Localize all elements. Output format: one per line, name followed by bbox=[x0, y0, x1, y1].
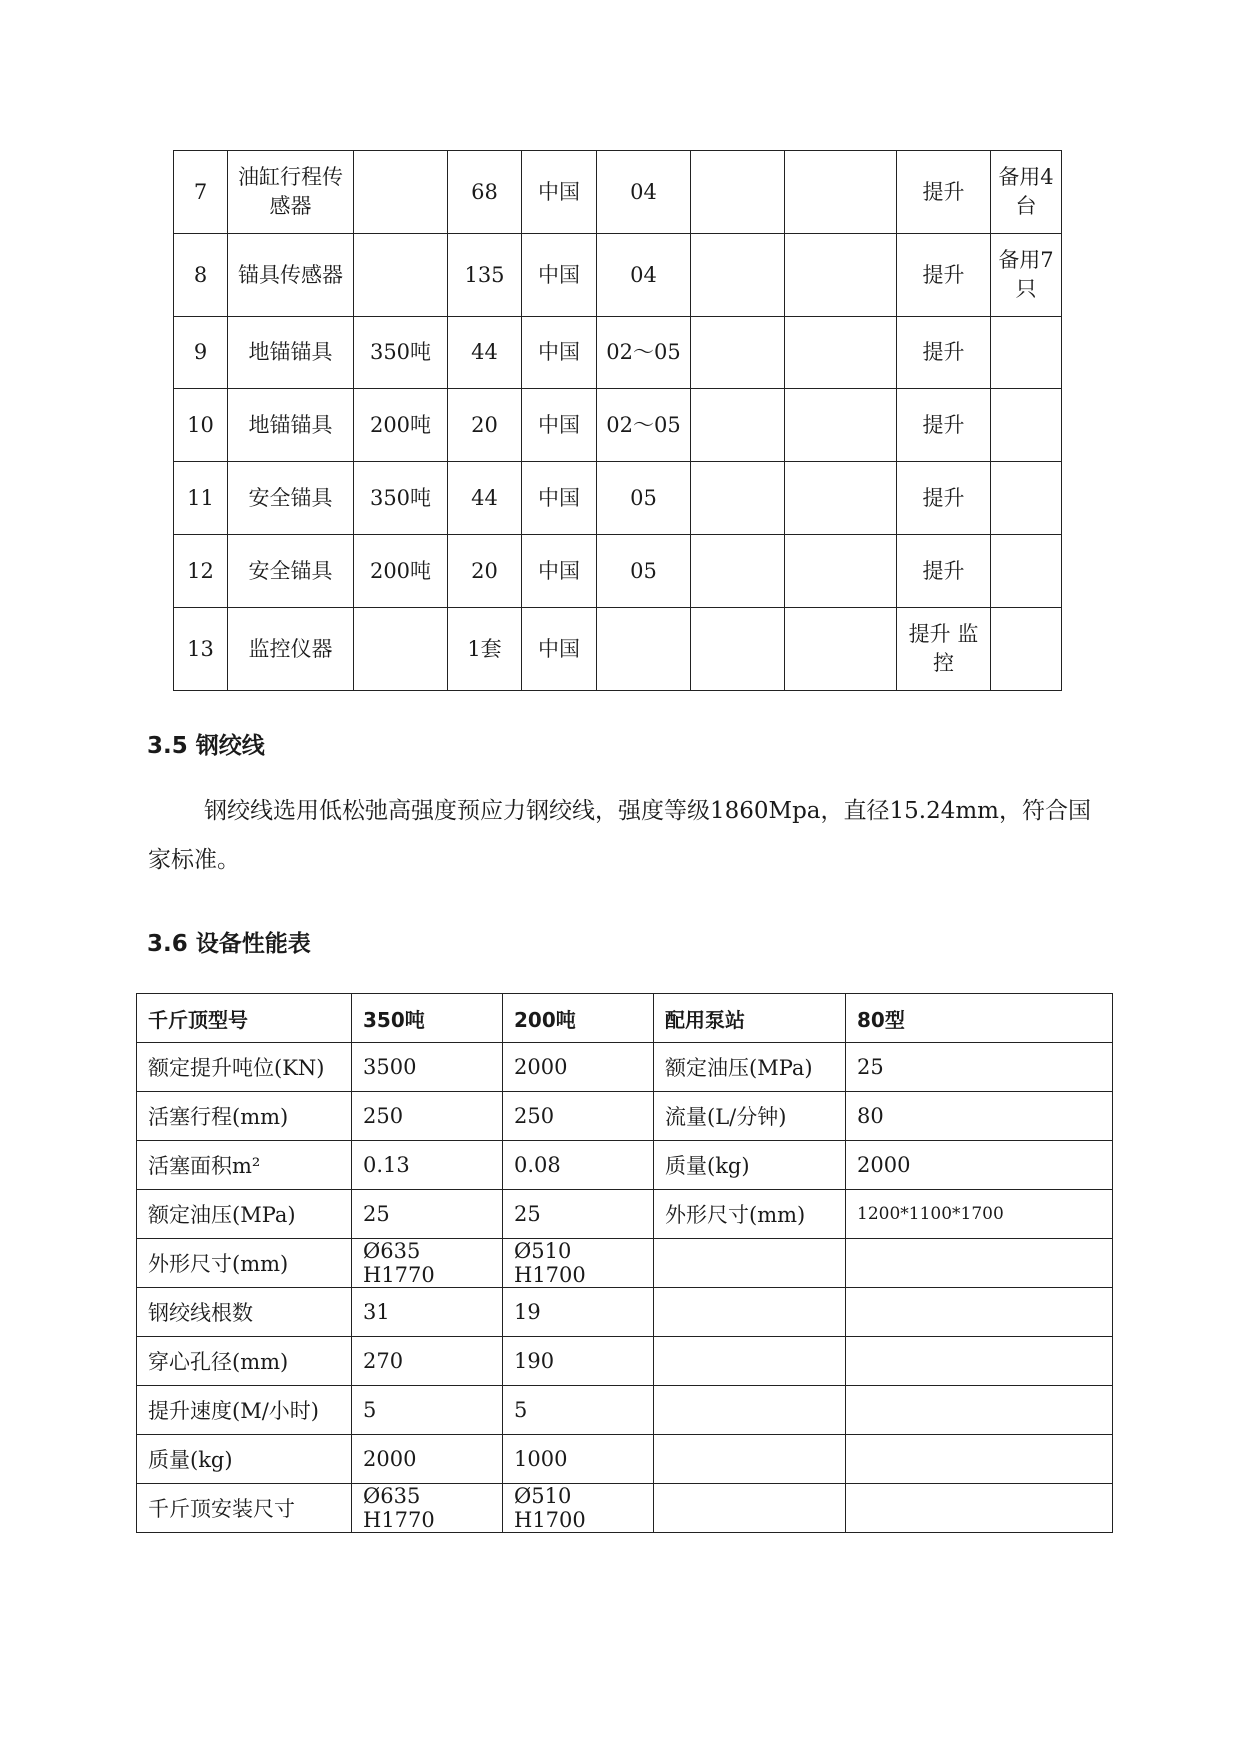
performance-cell: 活塞面积m² bbox=[137, 1141, 352, 1190]
equipment-cell-spec: 200吨 bbox=[354, 389, 448, 462]
performance-cell: 190 bbox=[503, 1337, 654, 1386]
performance-cell: 250 bbox=[503, 1092, 654, 1141]
performance-cell bbox=[846, 1239, 1113, 1288]
equipment-cell-spec bbox=[354, 151, 448, 234]
equipment-cell-no: 8 bbox=[174, 234, 228, 317]
equipment-cell-qty: 20 bbox=[448, 389, 522, 462]
equipment-cell-date: 05 bbox=[597, 462, 691, 535]
equipment-cell-c8 bbox=[785, 389, 897, 462]
performance-cell: 350吨 bbox=[352, 994, 503, 1043]
performance-cell bbox=[846, 1435, 1113, 1484]
performance-row bbox=[137, 1484, 1113, 1533]
equipment-cell-c7 bbox=[691, 535, 785, 608]
equipment-cell-use: 提升 bbox=[897, 462, 991, 535]
equipment-cell-use: 提升 bbox=[897, 389, 991, 462]
performance-cell: 25 bbox=[846, 1043, 1113, 1092]
performance-cell bbox=[654, 1239, 846, 1288]
performance-cell: 0.08 bbox=[503, 1141, 654, 1190]
equipment-cell-name: 地锚锚具 bbox=[228, 389, 354, 462]
performance-cell: 2000 bbox=[352, 1435, 503, 1484]
performance-cell: 提升速度(M/小时) bbox=[137, 1386, 352, 1435]
equipment-table bbox=[173, 150, 1062, 691]
equipment-cell-spec: 200吨 bbox=[354, 535, 448, 608]
performance-cell: 1200*1100*1700 bbox=[846, 1190, 1113, 1239]
performance-cell: 80型 bbox=[846, 994, 1113, 1043]
equipment-cell-origin: 中国 bbox=[522, 234, 597, 317]
equipment-cell-date: 02～05 bbox=[597, 317, 691, 389]
performance-cell: 额定油压(MPa) bbox=[137, 1190, 352, 1239]
equipment-cell-origin: 中国 bbox=[522, 317, 597, 389]
performance-cell: Ø510 H1700 bbox=[503, 1239, 654, 1288]
performance-cell: 千斤顶安装尺寸 bbox=[137, 1484, 352, 1533]
equipment-cell-date: 05 bbox=[597, 535, 691, 608]
equipment-cell-name: 锚具传感器 bbox=[228, 234, 354, 317]
equipment-row bbox=[174, 462, 1062, 535]
performance-cell: 配用泵站 bbox=[654, 994, 846, 1043]
performance-cell bbox=[654, 1386, 846, 1435]
equipment-cell-name: 油缸行程传感器 bbox=[228, 151, 354, 234]
section-3-6-heading: 3.6 设备性能表 bbox=[147, 931, 311, 957]
performance-row bbox=[137, 1190, 1113, 1239]
performance-cell: 外形尺寸(mm) bbox=[654, 1190, 846, 1239]
performance-cell: Ø510 H1700 bbox=[503, 1484, 654, 1533]
equipment-cell-date: 04 bbox=[597, 151, 691, 234]
performance-cell bbox=[654, 1337, 846, 1386]
equipment-cell-no: 10 bbox=[174, 389, 228, 462]
equipment-cell-c7 bbox=[691, 608, 785, 691]
equipment-cell-note bbox=[991, 608, 1062, 691]
performance-cell: 流量(L/分钟) bbox=[654, 1092, 846, 1141]
equipment-cell-c8 bbox=[785, 317, 897, 389]
equipment-cell-name: 监控仪器 bbox=[228, 608, 354, 691]
equipment-cell-c7 bbox=[691, 317, 785, 389]
equipment-cell-no: 12 bbox=[174, 535, 228, 608]
performance-table bbox=[136, 993, 1113, 1533]
equipment-cell-origin: 中国 bbox=[522, 151, 597, 234]
performance-header-row bbox=[137, 994, 1113, 1043]
performance-cell: 2000 bbox=[846, 1141, 1113, 1190]
equipment-cell-c8 bbox=[785, 151, 897, 234]
equipment-cell-use: 提升 bbox=[897, 234, 991, 317]
equipment-cell-spec: 350吨 bbox=[354, 317, 448, 389]
performance-cell: 5 bbox=[503, 1386, 654, 1435]
performance-cell: 质量(kg) bbox=[654, 1141, 846, 1190]
performance-cell: 额定油压(MPa) bbox=[654, 1043, 846, 1092]
equipment-cell-qty: 1套 bbox=[448, 608, 522, 691]
performance-cell: 额定提升吨位(KN) bbox=[137, 1043, 352, 1092]
performance-cell bbox=[846, 1386, 1113, 1435]
performance-cell: Ø635 H1770 bbox=[352, 1484, 503, 1533]
performance-cell: 25 bbox=[352, 1190, 503, 1239]
equipment-cell-origin: 中国 bbox=[522, 389, 597, 462]
performance-cell: 200吨 bbox=[503, 994, 654, 1043]
equipment-cell-origin: 中国 bbox=[522, 608, 597, 691]
section-3-5-heading: 3.5 钢绞线 bbox=[147, 733, 265, 759]
equipment-cell-no: 11 bbox=[174, 462, 228, 535]
performance-row bbox=[137, 1386, 1113, 1435]
equipment-cell-c7 bbox=[691, 462, 785, 535]
equipment-cell-c8 bbox=[785, 462, 897, 535]
performance-row bbox=[137, 1435, 1113, 1484]
performance-cell bbox=[846, 1484, 1113, 1533]
performance-row bbox=[137, 1288, 1113, 1337]
performance-cell: 穿心孔径(mm) bbox=[137, 1337, 352, 1386]
performance-cell: 31 bbox=[352, 1288, 503, 1337]
equipment-cell-note: 备用7只 bbox=[991, 234, 1062, 317]
performance-cell: Ø635 H1770 bbox=[352, 1239, 503, 1288]
equipment-row bbox=[174, 389, 1062, 462]
equipment-cell-origin: 中国 bbox=[522, 462, 597, 535]
equipment-row bbox=[174, 234, 1062, 317]
performance-cell: 质量(kg) bbox=[137, 1435, 352, 1484]
equipment-cell-name: 安全锚具 bbox=[228, 462, 354, 535]
performance-row bbox=[137, 1043, 1113, 1092]
performance-cell: 钢绞线根数 bbox=[137, 1288, 352, 1337]
performance-cell: 0.13 bbox=[352, 1141, 503, 1190]
performance-cell bbox=[654, 1484, 846, 1533]
equipment-cell-c8 bbox=[785, 608, 897, 691]
equipment-row bbox=[174, 608, 1062, 691]
performance-cell: 5 bbox=[352, 1386, 503, 1435]
performance-cell: 25 bbox=[503, 1190, 654, 1239]
equipment-cell-no: 7 bbox=[174, 151, 228, 234]
equipment-cell-name: 安全锚具 bbox=[228, 535, 354, 608]
equipment-cell-qty: 68 bbox=[448, 151, 522, 234]
performance-cell: 270 bbox=[352, 1337, 503, 1386]
performance-row bbox=[137, 1337, 1113, 1386]
performance-cell: 2000 bbox=[503, 1043, 654, 1092]
equipment-cell-origin: 中国 bbox=[522, 535, 597, 608]
equipment-row bbox=[174, 535, 1062, 608]
performance-table-body bbox=[137, 994, 1113, 1533]
performance-cell bbox=[846, 1337, 1113, 1386]
equipment-cell-qty: 135 bbox=[448, 234, 522, 317]
equipment-cell-note: 备用4台 bbox=[991, 151, 1062, 234]
performance-row bbox=[137, 1092, 1113, 1141]
equipment-cell-note bbox=[991, 317, 1062, 389]
performance-cell: 250 bbox=[352, 1092, 503, 1141]
performance-cell: 80 bbox=[846, 1092, 1113, 1141]
performance-cell bbox=[654, 1288, 846, 1337]
equipment-cell-qty: 44 bbox=[448, 317, 522, 389]
performance-cell: 3500 bbox=[352, 1043, 503, 1092]
equipment-cell-spec bbox=[354, 234, 448, 317]
equipment-cell-spec bbox=[354, 608, 448, 691]
performance-cell: 19 bbox=[503, 1288, 654, 1337]
equipment-cell-c7 bbox=[691, 389, 785, 462]
equipment-cell-c8 bbox=[785, 535, 897, 608]
equipment-cell-note bbox=[991, 462, 1062, 535]
equipment-cell-date bbox=[597, 608, 691, 691]
section-3-5-paragraph: 钢绞线选用低松弛高强度预应力钢绞线，强度等级1860Mpa，直径15.24mm，符合国家标准。 bbox=[148, 798, 1091, 873]
equipment-row bbox=[174, 317, 1062, 389]
equipment-cell-spec: 350吨 bbox=[354, 462, 448, 535]
performance-cell: 千斤顶型号 bbox=[137, 994, 352, 1043]
equipment-cell-date: 02～05 bbox=[597, 389, 691, 462]
equipment-cell-use: 提升 bbox=[897, 151, 991, 234]
equipment-cell-name: 地锚锚具 bbox=[228, 317, 354, 389]
performance-cell bbox=[654, 1435, 846, 1484]
equipment-cell-c7 bbox=[691, 234, 785, 317]
performance-cell: 外形尺寸(mm) bbox=[137, 1239, 352, 1288]
equipment-cell-qty: 20 bbox=[448, 535, 522, 608]
equipment-cell-use: 提升 监控 bbox=[897, 608, 991, 691]
equipment-cell-c8 bbox=[785, 234, 897, 317]
equipment-cell-c7 bbox=[691, 151, 785, 234]
equipment-cell-date: 04 bbox=[597, 234, 691, 317]
performance-cell: 活塞行程(mm) bbox=[137, 1092, 352, 1141]
performance-cell bbox=[846, 1288, 1113, 1337]
equipment-cell-qty: 44 bbox=[448, 462, 522, 535]
equipment-cell-no: 13 bbox=[174, 608, 228, 691]
performance-row bbox=[137, 1239, 1113, 1288]
equipment-table-body bbox=[174, 151, 1062, 691]
equipment-cell-use: 提升 bbox=[897, 535, 991, 608]
equipment-row bbox=[174, 151, 1062, 234]
equipment-cell-note bbox=[991, 535, 1062, 608]
equipment-cell-note bbox=[991, 389, 1062, 462]
equipment-cell-use: 提升 bbox=[897, 317, 991, 389]
performance-row bbox=[137, 1141, 1113, 1190]
performance-cell: 1000 bbox=[503, 1435, 654, 1484]
equipment-cell-no: 9 bbox=[174, 317, 228, 389]
